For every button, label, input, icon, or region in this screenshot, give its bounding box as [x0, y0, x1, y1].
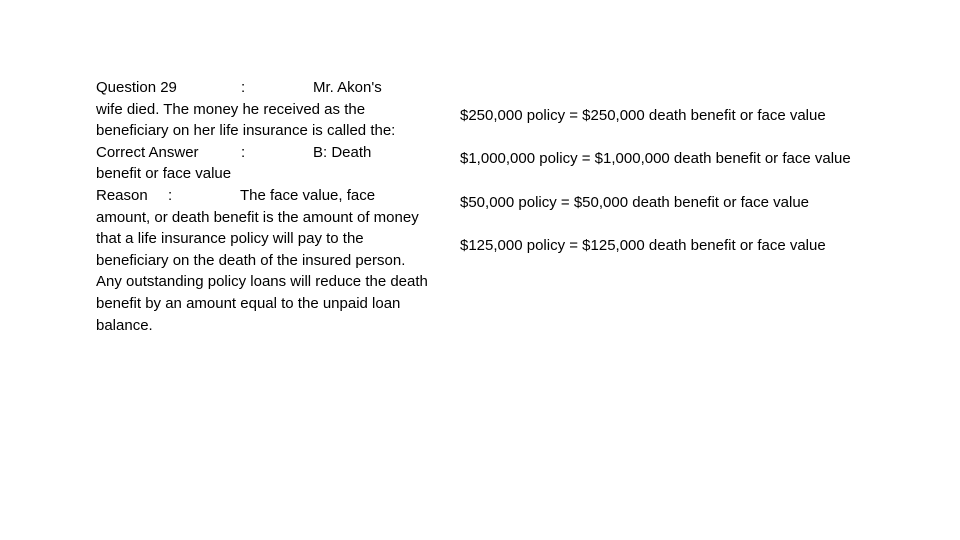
example-item: $250,000 policy = $250,000 death benefit or face value: [460, 107, 826, 124]
reason-text-first: The face value, face: [240, 186, 376, 204]
reason-line: [96, 185, 431, 207]
question-text-block: [96, 77, 431, 336]
reason-colon: :: [168, 186, 173, 204]
question-colon: :: [241, 79, 246, 96]
answer-text-first: B: Death: [313, 143, 372, 161]
reason-text-rest: amount, or death benefit is the amount of money that a life insurance policy will pay to the beneficiary on the death of the insured person. Any outstanding policy loans will reduce the death benefit by an amount equal to the unpaid loan balance.: [96, 208, 428, 334]
example-item: $1,000,000 policy = $1,000,000 death benefit or face value: [460, 150, 851, 168]
answer-colon: :: [241, 143, 246, 161]
question-line: [96, 77, 431, 99]
answer-line: [96, 142, 431, 164]
question-text-rest: wife died. The money he received as the beneficiary on her life insurance is called the:: [96, 100, 396, 140]
example-item: $50,000 policy = $50,000 death benefit or face value: [460, 193, 810, 211]
answer-text-rest: benefit or face value: [96, 165, 232, 183]
examples-list: [460, 105, 930, 278]
reason-label: Reason: [96, 186, 148, 204]
question-label: Question 29: [96, 79, 177, 96]
example-item: $125,000 policy = $125,000 death benefit or face value: [460, 236, 826, 254]
answer-label: Correct Answer: [96, 143, 199, 161]
question-text-first: Mr. Akon's: [313, 79, 382, 96]
